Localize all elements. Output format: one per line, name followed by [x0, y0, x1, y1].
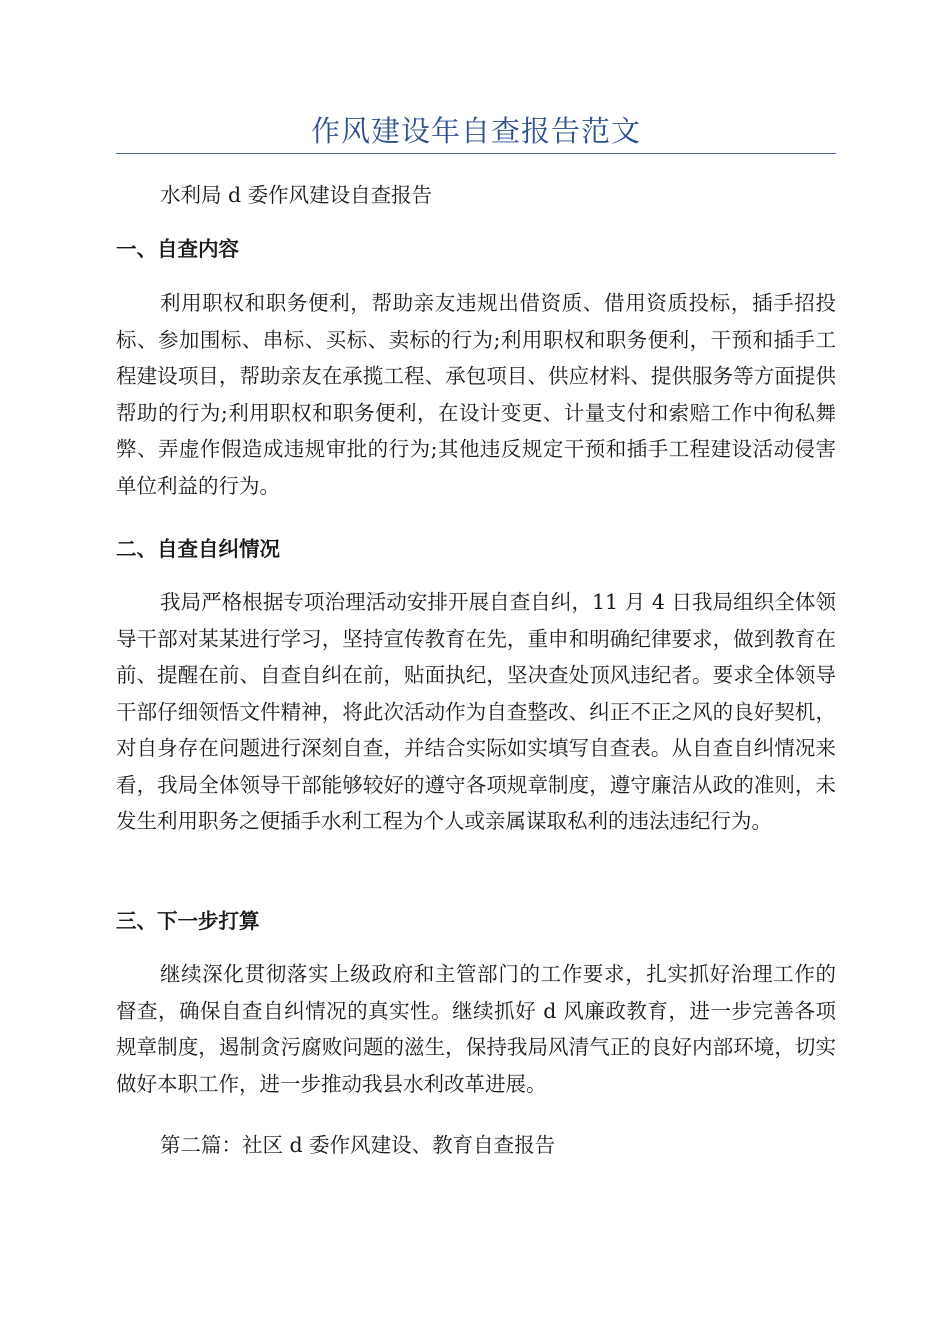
- document-subtitle: 水利局 d 委作风建设自查报告: [160, 183, 433, 207]
- section-body-3: 继续深化贯彻落实上级政府和主管部门的工作要求，扎实抓好治理工作的督查，确保自查自纠情况的真实性。继续抓好 d 风廉政教育，进一步完善各项规章制度，遏制贪污腐败问题的滋生，保持我局风清气正的良好内部环境，切实做好本职工作，进一步推动我县水利改革进展。: [116, 962, 836, 1096]
- title-underline: [116, 153, 836, 154]
- section-heading-1: 一、自查内容: [116, 237, 239, 261]
- section-heading-3: 三、下一步打算: [116, 909, 260, 933]
- section-body-2: 我局严格根据专项治理活动安排开展自查自纠，11 月 4 日我局组织全体领导干部对某某进行学习，坚持宣传教育在先，重申和明确纪律要求，做到教育在前、提醒在前、自查自纠在前，贴面执纪，坚决查处顶风违纪者。要求全体领导干部仔细领悟文件精神，将此次活动作为自查整改、纠正不正之风的良好契机，对自身存在问题进行深刻自查，并结合实际如实填写自查表。从自查自纠情况来看，我局全体领导干部能够较好的遵守各项规章制度，遵守廉洁从政的准则，未发生利用职务之便插手水利工程为个人或亲属谋取私利的违法违纪行为。: [116, 590, 836, 833]
- section-body-1: 利用职权和职务便利，帮助亲友违规出借资质、借用资质投标，插手招投标、参加围标、串标、买标、卖标的行为;利用职权和职务便利，干预和插手工程建设项目，帮助亲友在承揽工程、承包项目、供应材料、提供服务等方面提供帮助的行为;利用职权和职务便利，在设计变更、计量支付和索赔工作中徇私舞弊、弄虚作假造成违规审批的行为;其他违反规定干预和插手工程建设活动侵害单位利益的行为。: [116, 291, 836, 498]
- section-heading-2: 二、自查自纠情况: [116, 537, 280, 561]
- document-title: 作风建设年自查报告范文: [310, 114, 641, 148]
- next-part-title: 第二篇：社区 d 委作风建设、教育自查报告: [160, 1133, 556, 1157]
